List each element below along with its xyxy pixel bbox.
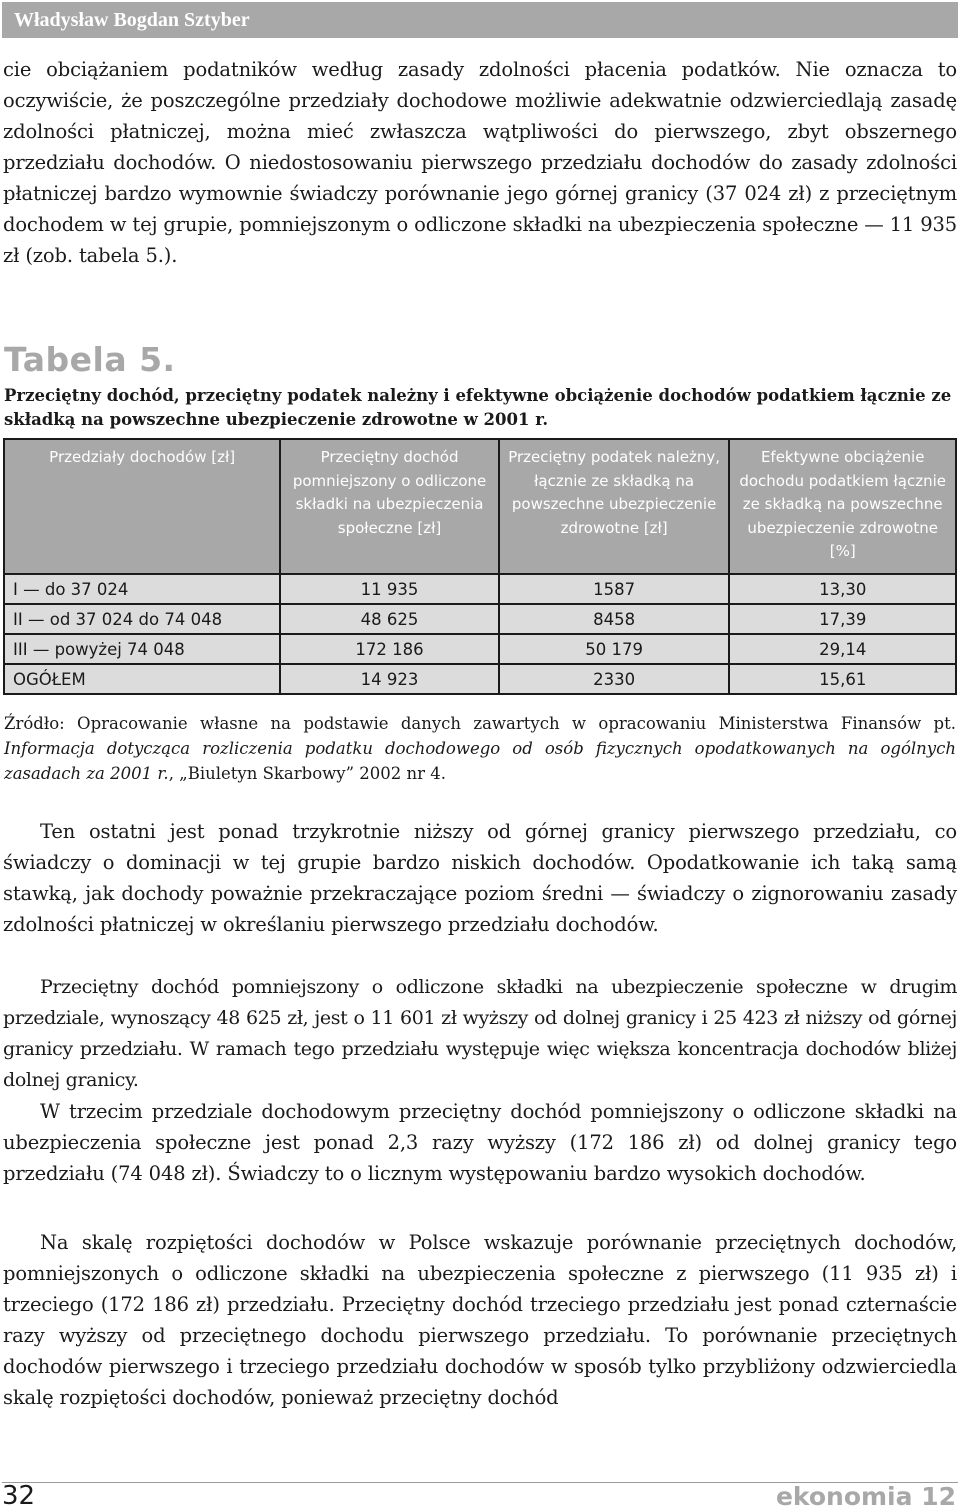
body-paragraph: Na skalę rozpiętości dochodów w Polsce wskazuje porównanie przeciętnych dochodów, pomniejszonych o odliczone składki na ubezpieczenia społeczne z pierwszego (11 935 zł) i trzeciego (172 186 zł) przedziału. Przeciętny dochód trzeciego przedziału jest ponad czternaście razy wyższy od przeciętnego dochodu pierwszego przedziału. To porównanie przeciętnych dochodów pierwszego i trzeciego przedziału dochodów w sposób tylko przybliżony odzwierciedla skalę rozpiętości dochodów, ponieważ przeciętny dochód: [3, 1231, 957, 1409]
effective-burden: 15,61: [729, 664, 956, 694]
body-paragraph: Przeciętny dochód pomniejszony o odliczone składki na ubezpieczenie społeczne w drugim przedziale, wynoszący 48 625 zł, jest o 11 601 zł wyższy od dolnej granicy i 25 423 zł niższy od górnej granicy przedziału. W ramach tego przedziału występuje więc większa koncentracja dochodów bliżej dolnej granicy.: [3, 976, 957, 1091]
bracket-label: II — od 37 024 do 74 048: [4, 604, 280, 634]
average-tax: 2330: [499, 664, 730, 694]
table-row-total: [4, 664, 956, 694]
table-label: Tabela 5.: [4, 340, 176, 379]
body-paragraph: Ten ostatni jest ponad trzykrotnie niższy od górnej granicy pierwszego przedziału, co świadczy o dominacji w tej grupie bardzo niskich dochodów. Opodatkowanie ich taką samą stawką, jak dochody poważnie przekraczające poziom średni — świadczy o zignorowaniu zasady zdolności płatniczej w określaniu pierwszego przedziału dochodów.: [3, 820, 957, 936]
table-source-note: [4, 711, 956, 786]
bracket-label: III — powyżej 74 048: [4, 634, 280, 664]
table-row: [4, 634, 956, 664]
intro-paragraph: cie obciążaniem podatników według zasady zdolności płacenia podatków. Nie oznacza to oczywiście, że poszczególne przedziały dochodowe możliwie adekwatnie odzwierciedlają zasadę zdolności płatniczej, można mieć zwłaszcza wątpliwości do pierwszego, zbyt obszernego przedziału dochodów. O niedostosowaniu pierwszego przedziału dochodów do zasady zdolności płatniczej bardzo wymownie świadczy porównanie jego górnej granicy (37 024 zł) z przeciętnym dochodem w tej grupie, pomniejszonym o odliczone składki na ubezpieczenia społeczne — 11 935 zł (zob. tabela 5.).: [3, 58, 958, 267]
table-row: [4, 574, 956, 604]
bracket-label: OGÓŁEM: [4, 664, 280, 694]
average-income: 172 186: [280, 634, 499, 664]
header-average-tax: Przeciętny podatek należny, łącznie ze składką na powszechne ubezpieczenie zdrowotne [zł]: [499, 439, 730, 574]
table-row: [4, 604, 956, 634]
average-tax: 8458: [499, 604, 730, 634]
page-number: 32: [2, 1481, 36, 1511]
header-average-income: Przeciętny dochód pomniejszony o odliczone składki na ubezpieczenia społeczne [zł]: [280, 439, 499, 574]
average-tax: 1587: [499, 574, 730, 604]
source-suffix: , „Biuletyn Skarbowy” 2002 nr 4.: [168, 764, 447, 783]
effective-burden: 29,14: [729, 634, 956, 664]
effective-burden: 17,39: [729, 604, 956, 634]
header-effective-burden: Efektywne obciążenie dochodu podatkiem łącznie ze składką na powszechne ubezpieczenie zdrowotne [%]: [729, 439, 956, 574]
average-income: 14 923: [280, 664, 499, 694]
table-caption: Przeciętny dochód, przeciętny podatek należny i efektywne obciążenie dochodów podatkiem łącznie ze składką na powszechne ubezpieczenie zdrowotne w 2001 r.: [4, 386, 952, 429]
bracket-label: I — do 37 024: [4, 574, 280, 604]
journal-name: ekonomia 12: [775, 1482, 956, 1511]
body-paragraph: W trzecim przedziale dochodowym przeciętny dochód pomniejszony o odliczone składki na ubezpieczenia społeczne jest ponad 2,3 razy wyższy (172 186 zł) od dolnej granicy tego przedziału (74 048 zł). Świadczy to o licznym występowaniu bardzo wysokich dochodów.: [3, 1100, 957, 1185]
source-title: Informacja dotycząca rozliczenia podatku dochodowego od osób fizycznych opodatkowanych na ogólnych zasadach za 2001 r.: [4, 739, 956, 783]
average-tax: 50 179: [499, 634, 730, 664]
table-header-row: [4, 439, 956, 574]
running-head: [2, 2, 958, 38]
running-head-author: Władysław Bogdan Sztyber: [14, 9, 250, 31]
income-tax-table: [3, 438, 957, 695]
average-income: 48 625: [280, 604, 499, 634]
average-income: 11 935: [280, 574, 499, 604]
header-income-brackets: Przedziały dochodów [zł]: [4, 439, 280, 574]
source-prefix: Źródło: Opracowanie własne na podstawie danych zawartych w opracowaniu Ministerstwa Finansów pt.: [4, 714, 956, 733]
effective-burden: 13,30: [729, 574, 956, 604]
